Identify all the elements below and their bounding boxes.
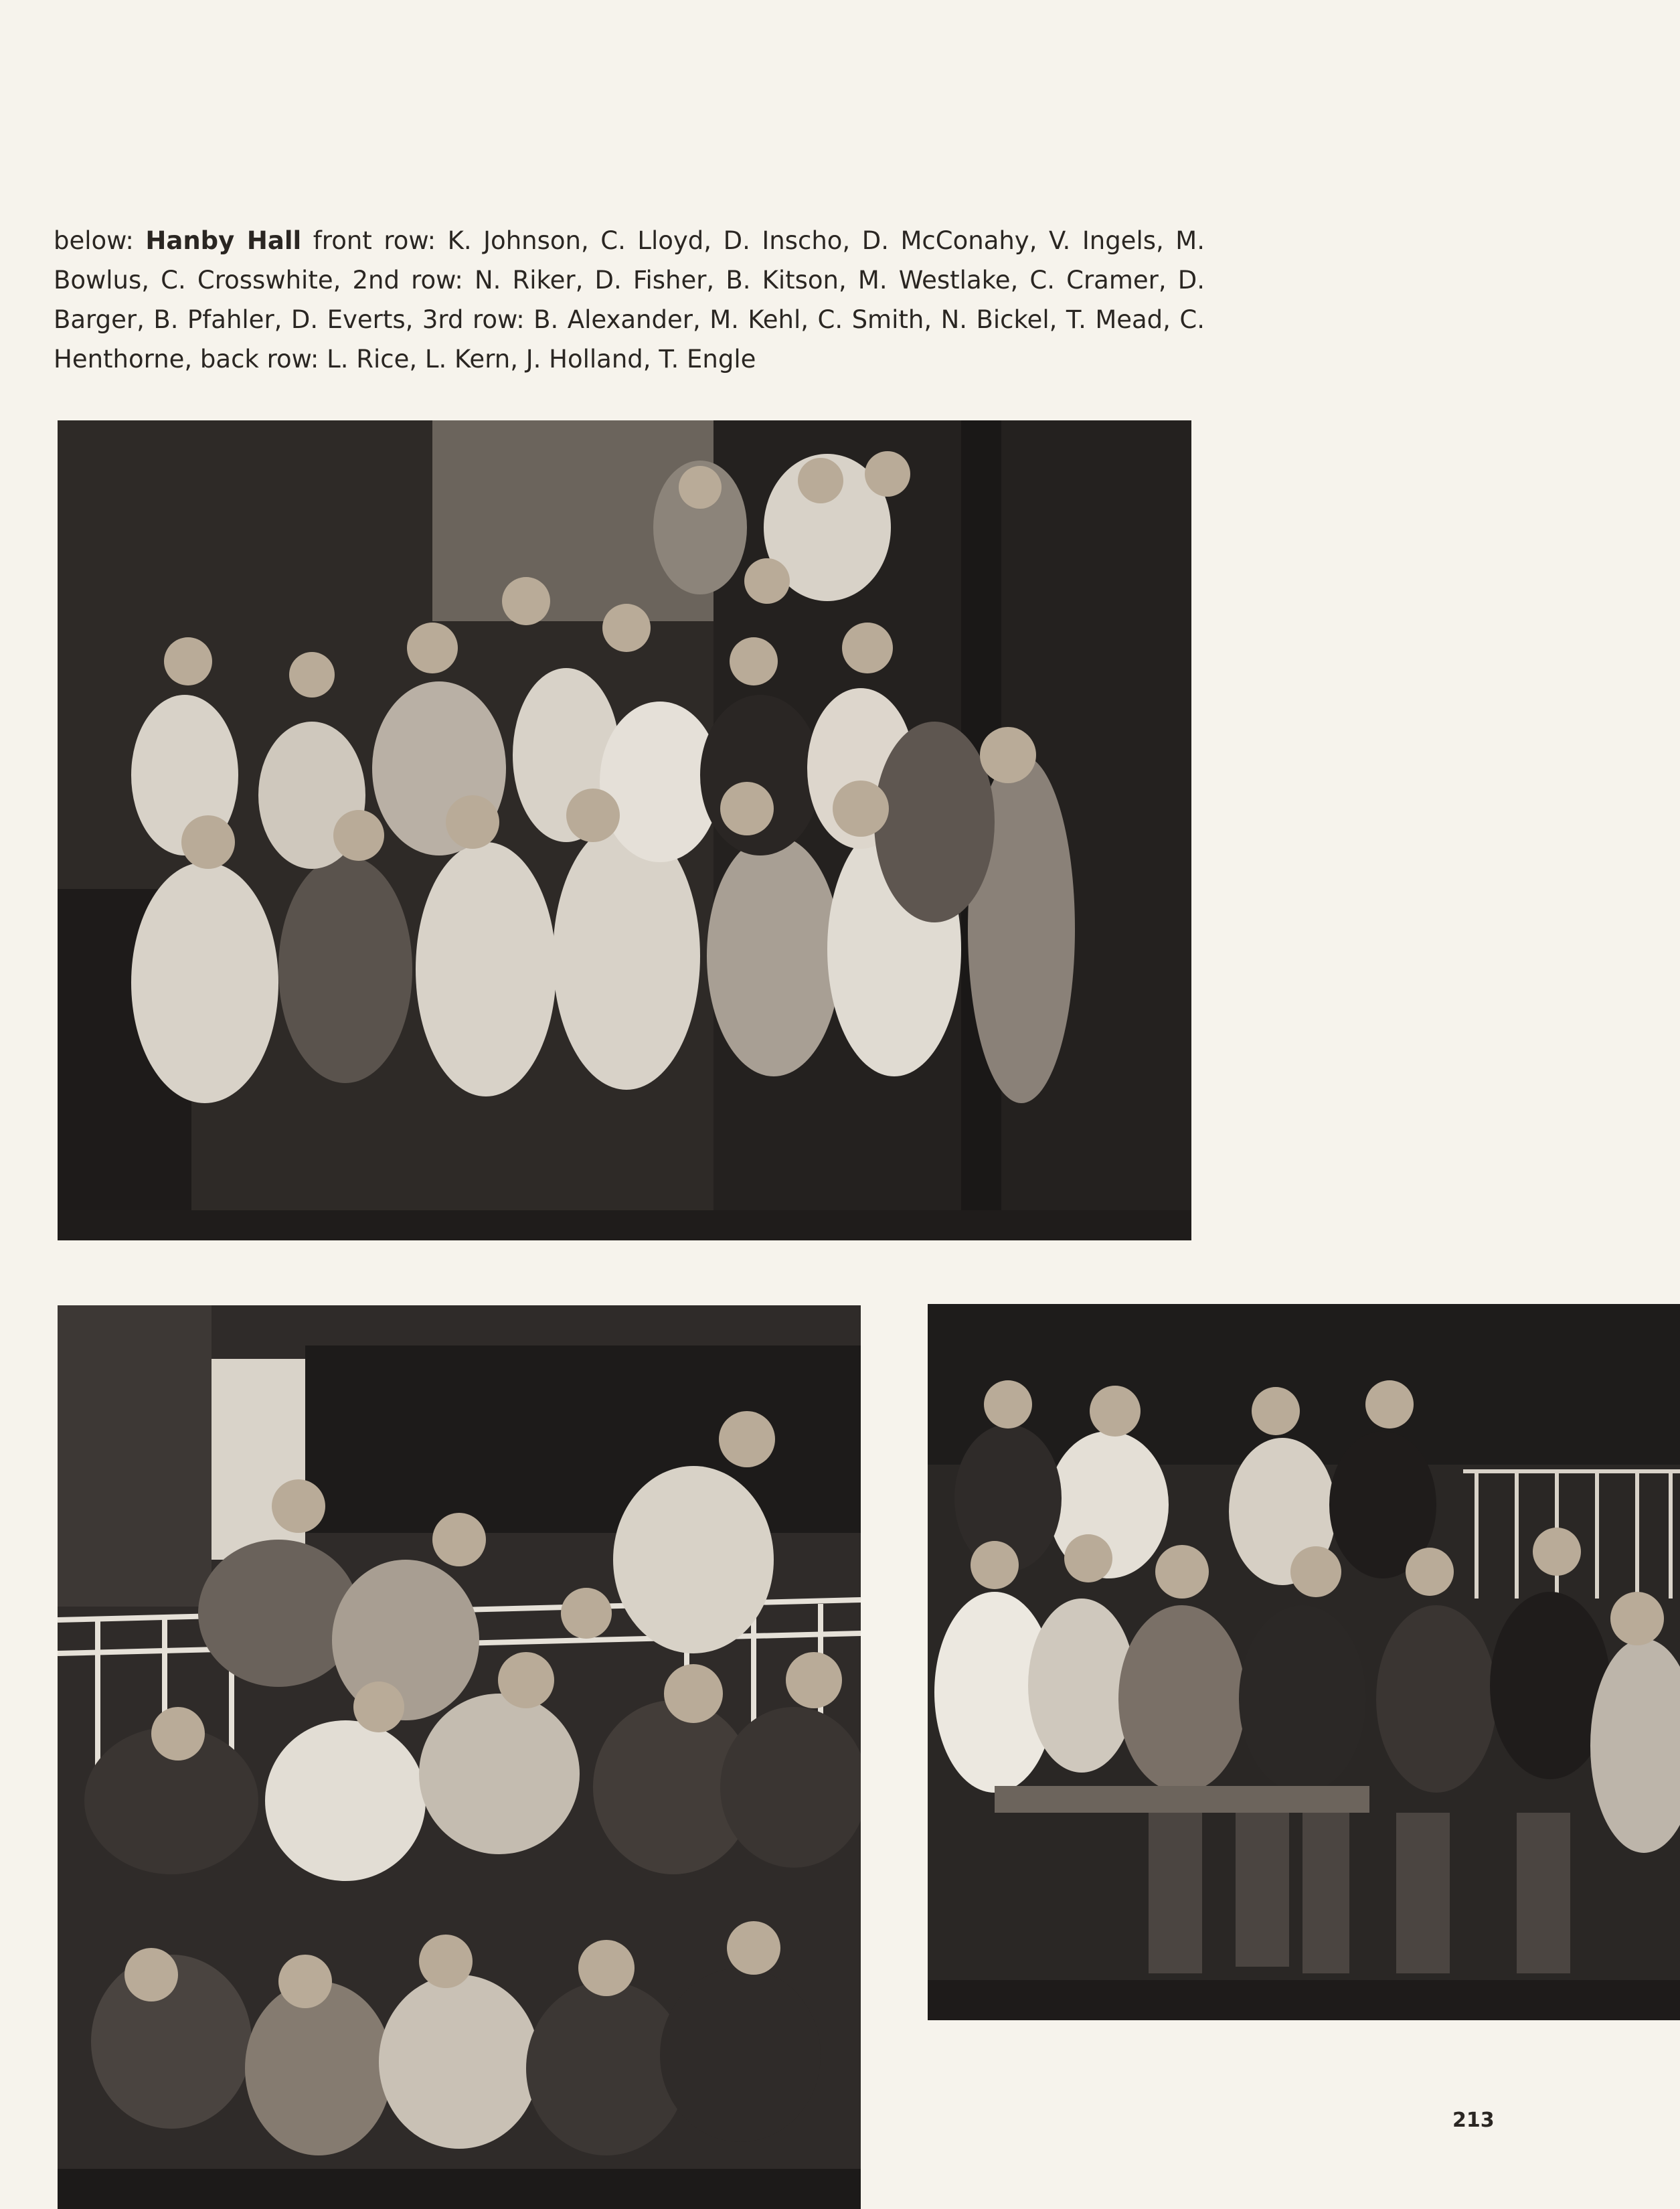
group-photo-top-image (58, 420, 1191, 1240)
group-photo-bottom-left-image (58, 1305, 861, 2209)
group-photo-bottom-right-image (928, 1304, 1680, 2020)
caption-names: front row: K. Johnson, C. Lloyd, D. Inscho, D. McConahy, V. Ingels, M. Bowlus, C. Crosswhite, 2nd row: N. Riker, D. Fisher, B. Kitson, M. Westlake, C. Cramer, D. Barger, B. Pfahler, D. Everts, 3rd row: B. Alexander, M. Kehl, C. Smith, N. Bickel, T. Mead, C. Henthorne, back row: L. Rice, L. Kern, J. Holland, T. Engle (54, 226, 1205, 374)
group-photo-top (58, 420, 1191, 1240)
photo-caption (54, 221, 1205, 379)
page-number: 213 (1452, 2109, 1495, 2132)
group-photo-bottom-left (58, 1305, 861, 2209)
group-photo-bottom-right (928, 1304, 1680, 2020)
caption-prefix: below: (54, 226, 134, 255)
caption-hall-name: Hanby Hall (145, 226, 302, 255)
